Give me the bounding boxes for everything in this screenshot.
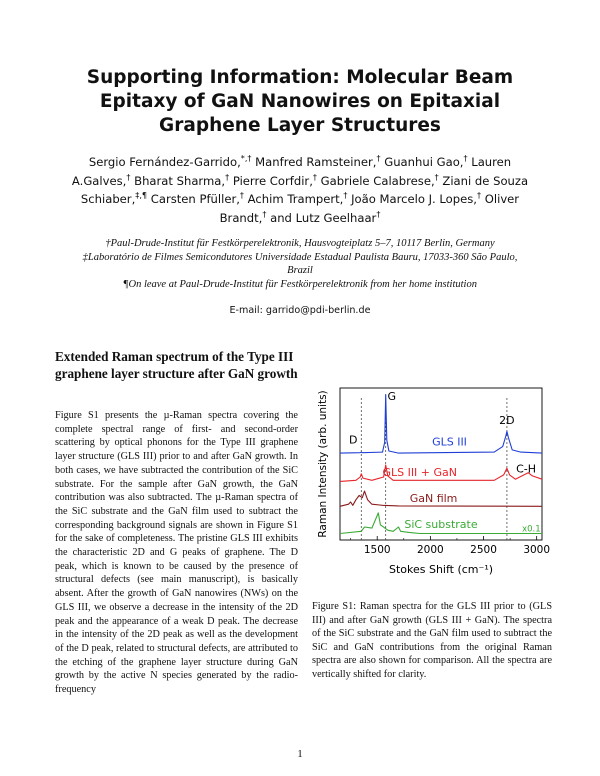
author-affiliation-mark: † [239,190,244,201]
peak-label: G [387,390,396,403]
x-tick-label: 2500 [470,544,497,556]
raman-chart [312,380,552,590]
author-affiliation-mark: † [376,208,381,219]
x-tick-label: 1500 [363,544,391,556]
affiliations [70,237,530,291]
body-paragraph [55,409,298,697]
author-affiliation-mark: † [312,171,317,182]
author-name: Manfred Ramsteiner, [255,155,377,169]
author-affiliation-mark: † [262,208,267,219]
series-label: GLS III [432,435,467,449]
body-text: Figure S1 presents the µ-Raman spectra covering the complete spectral range of first- and second-order scattering by optical phonons for the Type III graphene layer structure (GLS III) prior to and after GaN growth. In both cases, we have subtracted the contribution of the SiC substrate. For the sample after GaN growth, the GaN contribution was also subtracted. The µ-Raman spectra of the SiC substrate and the GaN film used to subtract the corresponding background signals are shown in Figure S1 for the sake of completeness. The pristine GLS III exhibits the characteristic 2D and G peaks of graphene. The D peak, which is known to be caused by the presence of structural defects (see main manuscript), is basically absent. After the growth of GaN nanowires (NWs) on the GLS III, we observe a decrease in the intensity of the 2D peak and the appearance of a weak D peak. The decrease in the intensity of the 2D peak as well as the development of the D peak, related to structural defects, are attributed to the etching of the graphene layer structure during GaN growth by the active N species generated by the radio-frequency [55,410,298,696]
caption-label: Figure S1: [312,601,357,612]
caption-text: Raman spectra for the GLS III prior to (GLS III) and after GaN growth (GLS III + GaN). The spectra of the SiC substrate and the GaN film used to subtract the SiC and GaN contributions from the original Raman spectra are also shown for comparison. All the spectra are vertically shifted for clarity. [312,601,553,680]
section-title: Extended Raman spectrum of the Type III graphene layer structure after GaN growth [55,349,298,381]
email-line [100,305,500,316]
page-number: 1 [297,748,303,760]
author-list [62,153,538,227]
author-name: Achim Trampert, [247,192,344,206]
author-name: Sergio Fernández-Garrido, [88,155,241,169]
email-label: E-mail: [229,305,263,316]
peak-label: 2D [499,413,515,427]
author-affiliation-mark: † [434,171,439,182]
email-address[interactable]: garrido@pdi-berlin.de [265,305,371,316]
peak-label: D [349,433,358,447]
affiliation-leave: ¶On leave at Paul-Drude-Institut für Festkörperelektronik from her home institution [123,278,477,290]
author-name: Ziani de Souza Schiaber, [80,173,529,206]
author-name: Bharat Sharma, [134,173,226,188]
author-affiliation-mark: *,† [240,153,252,164]
affiliation-pdi: †Paul-Drude-Institut für Festkörperelektronik, Hausvogteiplatz 5–7, 10117 Berlin, Germany [105,238,495,249]
author-name: João Marcelo J. Lopes, [351,192,477,206]
author-affiliation-mark: † [477,190,482,201]
author-affiliation-mark: ‡,¶ [135,190,148,201]
x-tick-label: 3000 [523,544,551,556]
author-affiliation-mark: † [463,153,468,164]
author-affiliation-mark: † [376,153,381,164]
author-name: and Lutz Geelhaar [270,210,377,225]
author-affiliation-mark: † [225,171,230,182]
raman-figure [312,380,552,590]
author-name: Gabriele Calabrese, [320,173,435,188]
affiliation-unesp: ‡Laboratório de Filmes Semicondutores Universidade Estadual Paulista Bauru, 17033-360 São Paulo, Brazil [82,251,518,277]
author-name: Lauren A.Galves, [71,155,512,188]
x-axis-label: Stokes Shift (cm⁻¹) [388,563,494,576]
author-name: Oliver Brandt, [219,192,520,225]
scale-annotation: x0.1 [522,524,541,535]
author-name: Guanhui Gao, [384,155,464,169]
series-label: GLS III + GaN [382,465,458,479]
peak-label: C-H [516,462,537,476]
paper-title: Supporting Information: Molecular Beam Epitaxy of GaN Nanowires on Epitaxial Graphene Layer Structures [86,67,514,136]
author-affiliation-mark: † [343,190,348,201]
y-axis-label: Raman Intensity (arb. units) [317,390,329,538]
series-label: SiC substrate [404,518,478,532]
figure-caption [312,600,552,682]
series-label: GaN film [409,492,458,505]
author-name: Carsten Pfüller, [150,192,240,206]
author-name: Pierre Corfdir, [232,173,313,188]
x-tick-label: 2000 [417,544,444,556]
author-affiliation-mark: † [126,171,131,182]
